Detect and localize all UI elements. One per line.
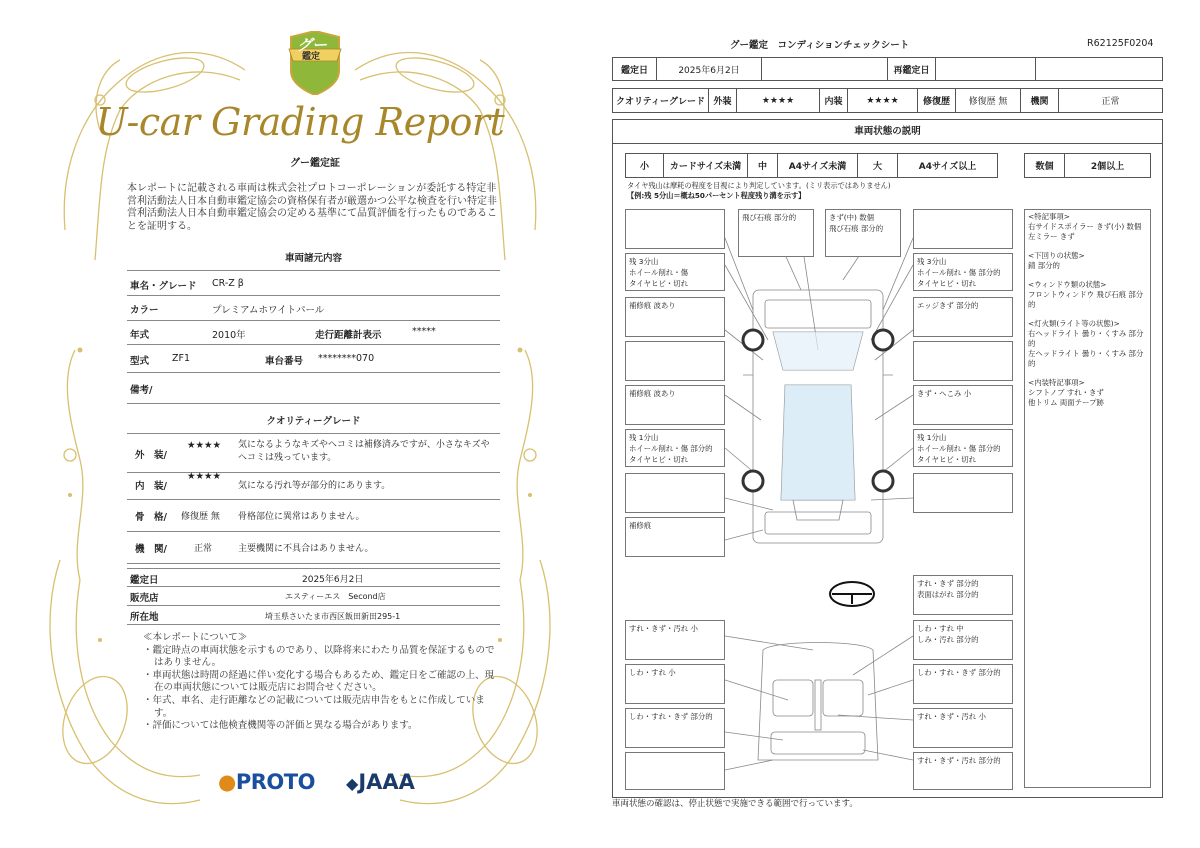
size-large-desc: A4サイズ以上: [898, 154, 998, 178]
box-right-b: きず・へこみ 小: [913, 385, 1013, 425]
jaaa-logo: ◆JAAA: [346, 770, 415, 794]
engine-value: 正常: [194, 544, 213, 554]
exterior-label: 外装: [709, 89, 737, 113]
badge-line2: 鑑定: [302, 52, 321, 62]
address-value: 埼玉県さいたま市西区飯田新田295-1: [265, 612, 401, 621]
address-label: 所在地: [130, 612, 159, 623]
remarks-underbody: <下回りの状態> 錆 部分的: [1028, 251, 1085, 270]
car-name-label: 車名・グレード: [130, 281, 197, 292]
sheet-title: グー鑑定 コンディションチェックシート: [730, 40, 910, 51]
engine-label: 機関: [1021, 89, 1059, 113]
remarks-special: <特記事項> 右サイドスポイラー きず(小) 数個 左ミラー きず: [1028, 212, 1142, 241]
box-front-mid-left: 飛び石痕 部分的: [738, 209, 814, 257]
jaaa-logo-text: JAAA: [358, 770, 415, 794]
count-value: 2個以上: [1065, 154, 1151, 178]
sheet-footnote: 車両状態の確認は、停止状態で実施できる範囲で行っています。: [612, 799, 858, 809]
proto-logo-text: PROTO: [235, 770, 315, 794]
box-left-empty: [625, 341, 725, 381]
count-label: 数個: [1025, 154, 1065, 178]
box-right-empty: [913, 341, 1013, 381]
remarks-panel: [1024, 209, 1151, 788]
repair-history-label: 修復歴: [918, 89, 956, 113]
spec-row-model: [127, 345, 500, 373]
badge-line1: グー: [297, 36, 328, 54]
footer-row-address: [127, 606, 500, 625]
redate-blank-cell: [1036, 58, 1163, 81]
remarks-windows: <ウィンドウ類の状態> フロントウィンドウ 飛び石痕 部分的: [1028, 280, 1144, 309]
redate-label: 再鑑定日: [888, 58, 936, 81]
year-label: 年式: [130, 330, 150, 341]
color-value: プレミアムホワイトパール: [212, 305, 325, 316]
note-item: ・車両状態は時間の経過に伴い変化する場合もあるため、鑑定日をご確認の上、現在の車両状態については販売店にお問合せください。: [143, 669, 495, 694]
box-right-c: [913, 473, 1013, 513]
box-interior-left-3: しわ・すれ・きず 部分的: [625, 708, 725, 748]
spec-row-color: [127, 296, 500, 321]
note-item: ・鑑定時点の車両状態を示すものであり、以降将来にわたり品質を保証するものではありません。: [143, 644, 495, 669]
date-table: [612, 57, 1163, 81]
shop-label: 販売店: [130, 593, 159, 604]
size-mid: 中: [748, 154, 778, 178]
frame-text: 骨格部位に異常はありません。: [238, 512, 365, 522]
certificate-title: グー鑑定証: [290, 158, 340, 169]
notes-heading: ≪本レポートについて≫: [143, 632, 248, 643]
box-front-mid-right: きず(中) 数個 飛び石痕 部分的: [825, 209, 901, 257]
box-tire-front-right: 残 3分山 ホイール削れ・傷 部分的 タイヤヒビ・切れ: [913, 253, 1013, 291]
box-right-a: エッジきず 部分的: [913, 297, 1013, 337]
year-value: 2010年: [212, 330, 246, 341]
remarks-lights: <灯火類(ライト等の状態)> 右ヘッドライト 曇り・くすみ 部分的 左ヘッドライト 曇り・くすみ 部分的: [1028, 319, 1144, 368]
box-left-a: 補修痕 波あり: [625, 297, 725, 337]
engine-label: 機 関/: [135, 544, 167, 555]
model-value: ZF1: [172, 353, 191, 364]
box-rear-left: 補修痕: [625, 517, 725, 557]
chassis-label: 車台番号: [265, 356, 304, 367]
repair-history-value: 修復歴 無: [956, 89, 1021, 113]
size-mid-desc: A4サイズ未満: [778, 154, 858, 178]
box-left-b: 補修痕 波あり: [625, 385, 725, 425]
exterior-stars: ★★★★: [737, 89, 820, 113]
logo-strip: [218, 770, 418, 800]
exterior-stars: ★★★★: [187, 440, 222, 451]
exterior-label: 外 装/: [135, 450, 167, 461]
appraisal-date-label: 鑑定日: [130, 575, 159, 586]
spec-heading: 車両諸元内容: [284, 253, 342, 264]
interior-text: 気になる汚れ等が部分的にあります。: [238, 481, 391, 491]
model-label: 型式: [130, 356, 150, 367]
box-tire-rear-right: 残 1分山 ホイール削れ・傷 部分的 タイヤヒビ・切れ: [913, 429, 1013, 467]
color-label: カラー: [130, 305, 159, 316]
engine-value: 正常: [1059, 89, 1163, 113]
box-front-left: [625, 209, 725, 249]
quality-row-frame: [127, 500, 500, 532]
goo-kantei-badge: [285, 31, 345, 95]
shop-value: エスティーエス Second店: [285, 592, 386, 601]
quality-grade-label: クオリティーグレード: [613, 89, 709, 113]
mileage-value: *****: [412, 326, 436, 337]
date-blank-cell: [762, 58, 888, 81]
tire-note-line: タイヤ残山は摩耗の程度を目視により判定しています。(ミリ表示ではありません): [627, 181, 891, 190]
mileage-label: 走行距離計表示: [315, 330, 382, 341]
note-item: ・年式、車名、走行距離などの記載については販売店申告をもとに作成しています。: [143, 694, 485, 719]
appraisal-date-value: 2025年6月2日: [302, 575, 364, 585]
report-notes: [143, 632, 501, 733]
box-interior-right-4: すれ・きず・汚れ 部分的: [913, 752, 1013, 790]
box-left-c: [625, 473, 725, 513]
interior-label: 内 装/: [135, 481, 167, 492]
quality-row-engine: [127, 532, 500, 564]
exterior-text: 気になるようなキズやヘコミは補修済みですが、小さなキズやヘコミは残っています。: [238, 440, 490, 463]
remarks-interior: <内装特記事項> シフトノブ すれ・きず 他トリム 両面テープ跡: [1028, 378, 1104, 407]
box-interior-right-1: しわ・すれ 中 しみ・汚れ 部分的: [913, 620, 1013, 660]
car-name-value: CR-Z β: [212, 278, 244, 289]
footer-row-shop: [127, 587, 500, 606]
box-interior-right-2: しわ・すれ・きず 部分的: [913, 664, 1013, 704]
sheet-code: R62125F0204: [1087, 38, 1154, 49]
condition-section: [612, 119, 1163, 798]
interior-stars: ★★★★: [187, 471, 222, 482]
condition-title: 車両状態の説明: [613, 120, 1162, 144]
frame-value: 修復歴 無: [181, 512, 220, 522]
size-large: 大: [858, 154, 898, 178]
box-tire-front-left: 残 3分山 ホイール削れ・傷 タイヤヒビ・切れ: [625, 253, 725, 291]
box-steering: すれ・きず 部分的 表面はがれ 部分的: [913, 575, 1013, 615]
grade-table: [612, 88, 1163, 113]
spec-row-year: [127, 321, 500, 345]
spec-row-remarks: [127, 373, 500, 404]
frame-label: 骨 格/: [135, 512, 167, 523]
date-value: 2025年6月2日: [657, 58, 762, 81]
chassis-value: ********070: [318, 353, 375, 364]
quality-heading: クオリティーグレード: [266, 416, 361, 427]
quality-row-interior: [127, 473, 500, 500]
steering-wheel-icon: [830, 582, 874, 606]
interior-label: 内装: [820, 89, 848, 113]
box-front-right: [913, 209, 1013, 249]
engine-text: 主要機関に不具合はありません。: [238, 544, 374, 554]
tire-note-line: 【例:残 5分山＝概ね50パーセント程度残り溝を示す】: [627, 191, 806, 200]
redate-value: [936, 58, 1036, 81]
box-interior-left-2: しわ・すれ 小: [625, 664, 725, 704]
quality-row-exterior: [127, 433, 500, 473]
report-title: U-car Grading Report: [95, 100, 505, 144]
size-small: 小: [626, 154, 664, 178]
certificate-statement: 本レポートに記載される車両は株式会社プロトコーポレーションが委託する特定非営利活動法人日本自動車鑑定協会の資格保有者が厳選かつ公平な検査を行い特定非営利活動法人日本自動車鑑定協会の定める基準にて品質評価を行ったものであることを証明する。: [127, 183, 497, 232]
condition-check-sheet: [600, 0, 1200, 848]
size-small-desc: カードサイズ未満: [664, 154, 748, 178]
box-interior-left-4: [625, 752, 725, 790]
footer-row-date: [127, 568, 500, 587]
box-interior-right-3: すれ・きず・汚れ 小: [913, 708, 1013, 748]
remarks-label: 備考/: [130, 385, 153, 396]
proto-logo: ●PROTO: [218, 770, 315, 794]
note-item: ・評価については他検査機関等の評価と異なる場合があります。: [143, 720, 418, 732]
date-label: 鑑定日: [613, 58, 657, 81]
interior-stars: ★★★★: [848, 89, 918, 113]
box-interior-left-1: すれ・きず・汚れ 小: [625, 620, 725, 660]
spec-row-name: [127, 270, 500, 296]
box-tire-rear-left: 残 1分山 ホイール削れ・傷 部分的 タイヤヒビ・切れ: [625, 429, 725, 467]
